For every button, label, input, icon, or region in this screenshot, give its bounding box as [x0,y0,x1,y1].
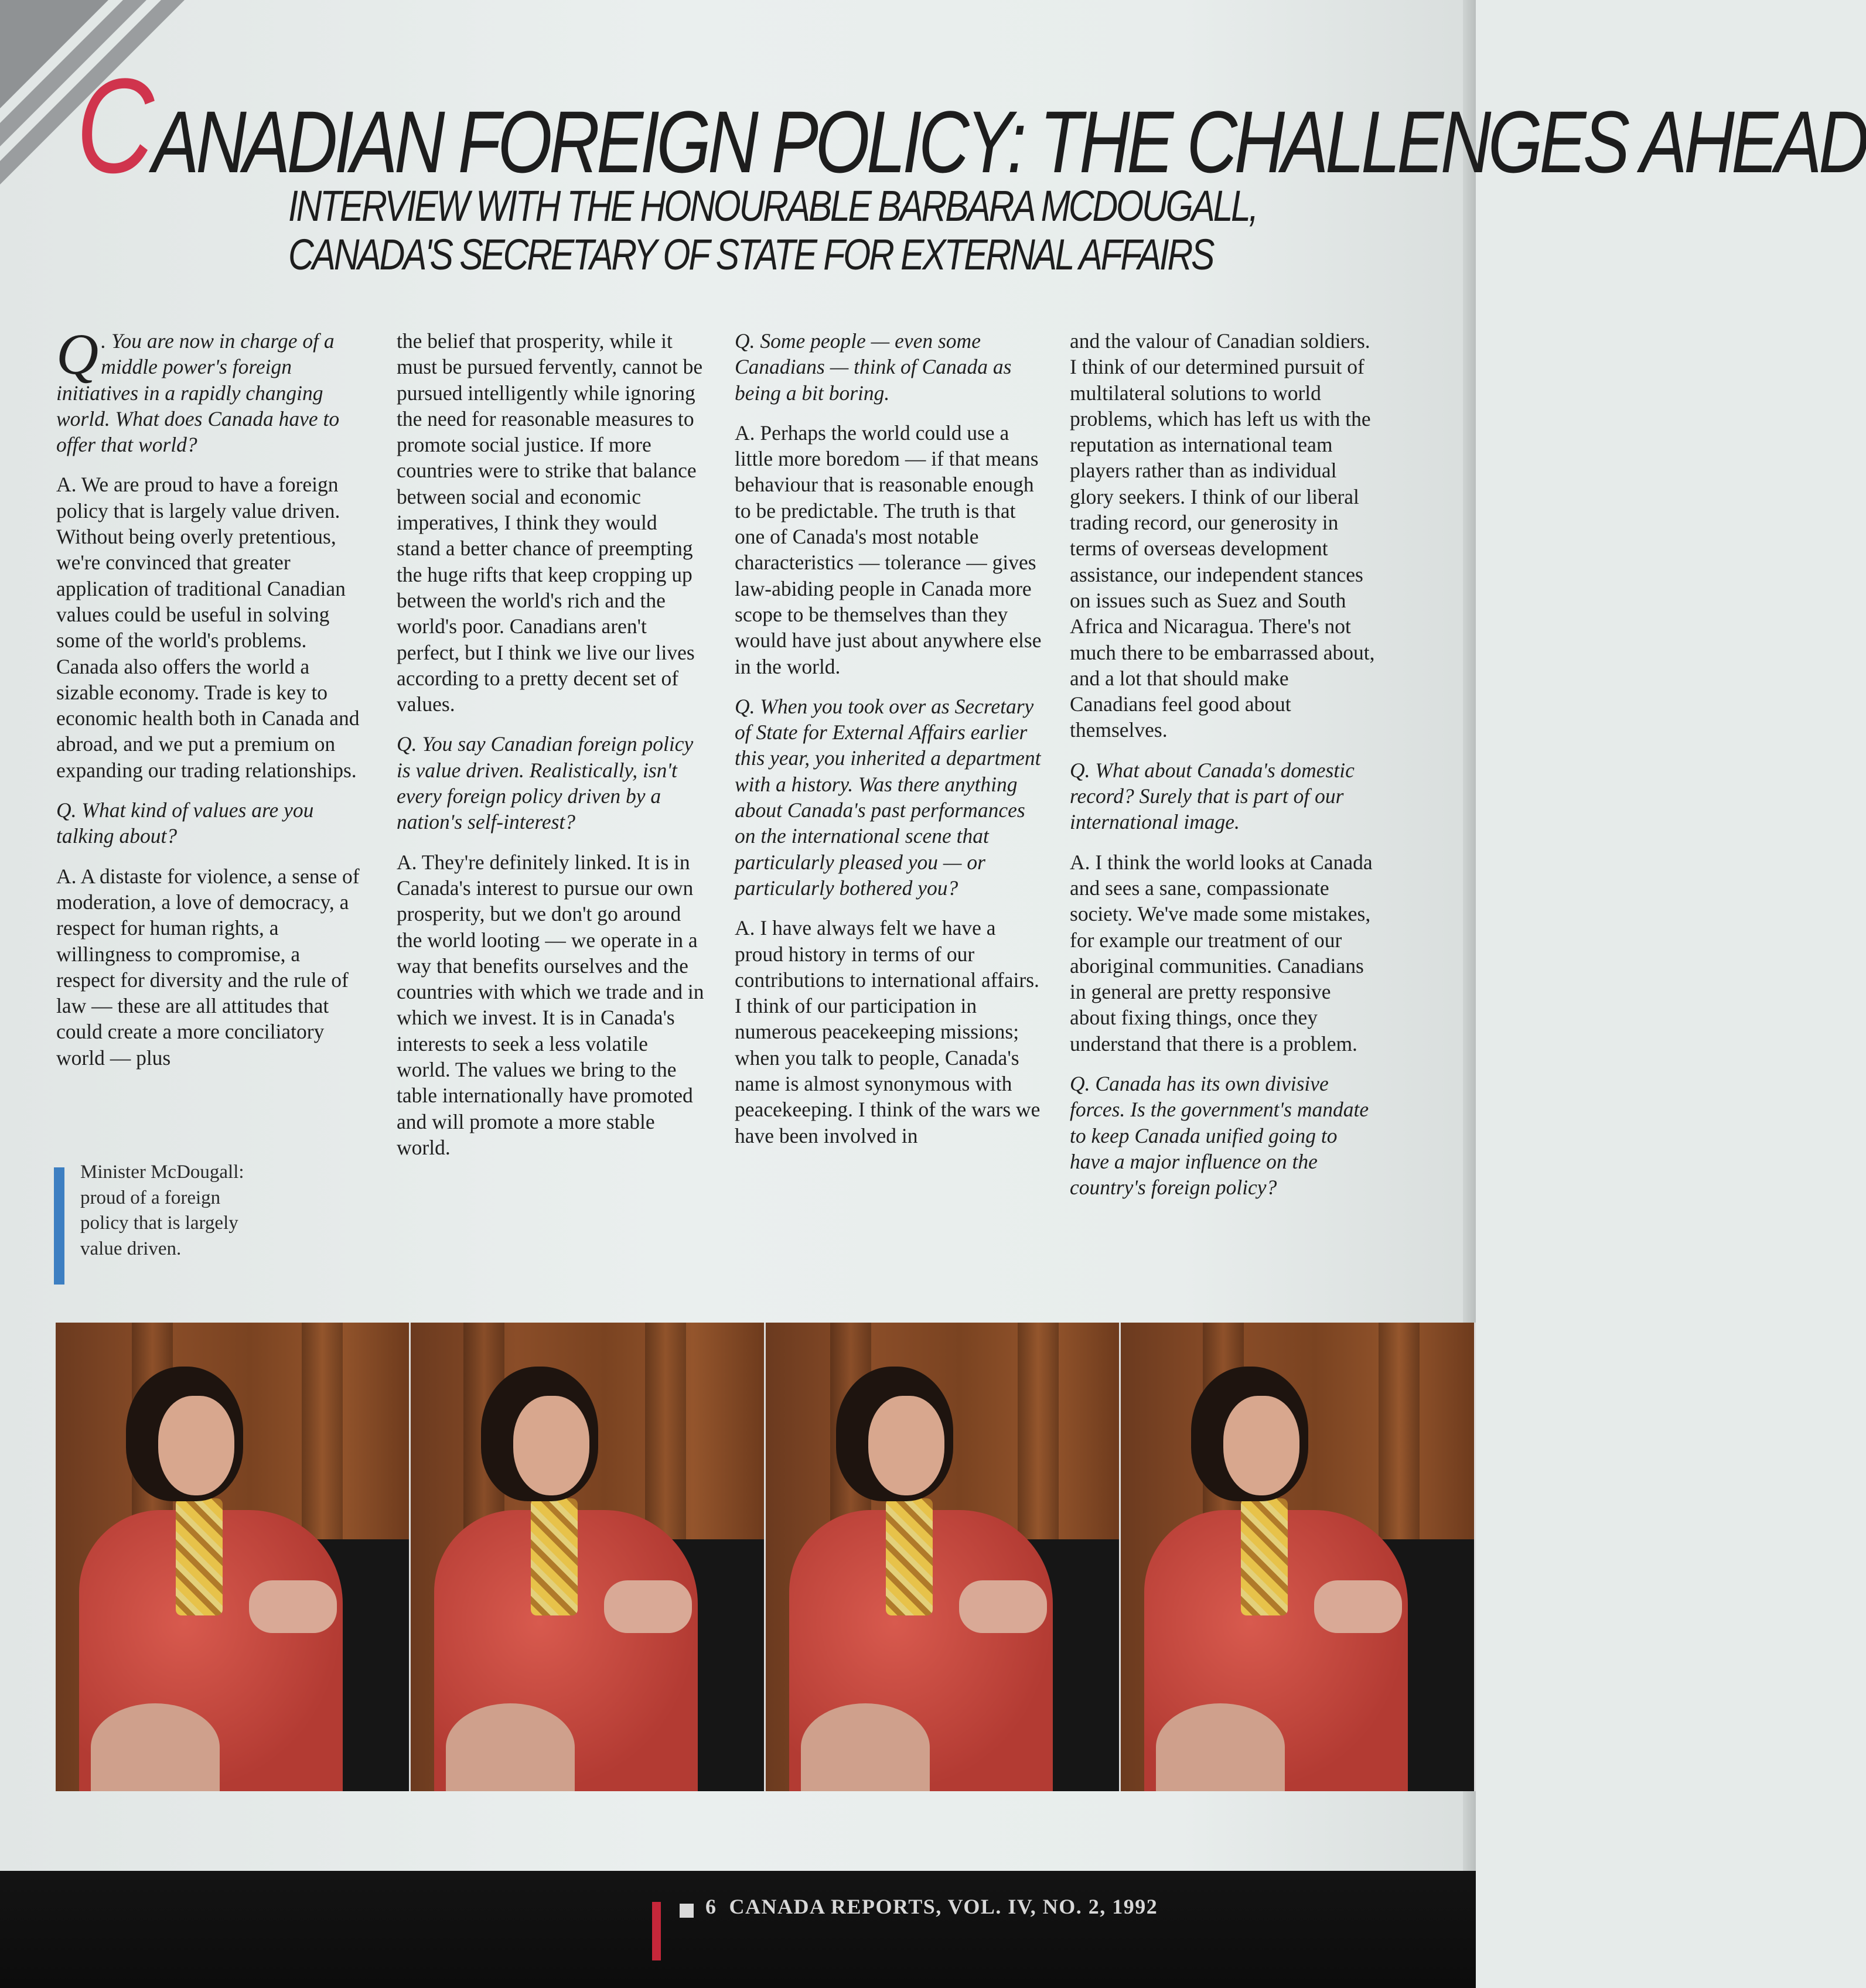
answer-text: Perhaps the world could use a little more boredom — if that means behaviour that is reasonable enough to be predictable. The truth is that one of Canada's most notable characteristics — tolerance — gives law-abiding people in Canada more scope to be themselves than they would have just about anywhere else in the world. [735,421,1042,678]
question-marker: Q. [397,732,417,756]
answer-text: I have always felt we have a proud history in terms of our contributions to international affairs. I think of our participation in numerous peacekeeping missions; when you talk to people, Canada's name is almost synonymous with peacekeeping. I think of the wars we have been involved in [735,916,1041,1147]
article-title [76,50,1866,201]
question-paragraph [735,328,1042,406]
answer-paragraph [735,420,1042,679]
question-marker: Q. [735,694,755,718]
question-marker: Q. [56,798,77,822]
question-text: What about Canada's domestic record? Surely that is part of our international image. [1070,758,1355,834]
answer-text: I think the world looks at Canada and sees a sane, compassionate society. We've made some mistakes, for example our treatment of our aboriginal communities. Canadians in general are pretty responsive about fixing things, once they understand that there is a problem. [1070,850,1373,1056]
hands [1314,1580,1402,1633]
hands [249,1580,337,1633]
answer-paragraph [735,915,1042,1149]
footer-square-icon [680,1904,694,1918]
question-paragraph [1070,757,1377,835]
answer-marker: A. [735,421,755,445]
publication-name: CANADA REPORTS, VOL. IV, NO. 2, 1992 [729,1895,1158,1918]
drop-cap-q: Q [56,322,99,387]
question-paragraph [1070,1071,1377,1200]
question-paragraph [56,322,364,457]
answer-text: A distaste for violence, a sense of moderation, a love of democracy, a respect for human rights, a willingness to compromise, a respect for diversity and the rule of law — these are all attitudes that could create a more conciliatory world — plus [56,864,360,1070]
answer-marker: A. [735,916,755,940]
knee [446,1703,575,1791]
title-initial: C [76,50,152,201]
scarf [176,1498,223,1615]
scarf [531,1498,578,1615]
question-marker: Q. [1070,758,1090,782]
question-paragraph [735,694,1042,901]
face [513,1396,589,1495]
text-column-1 [56,322,364,1085]
photo-frame [766,1323,1121,1791]
answer-continuation: the belief that prosperity, while it must be pursued fervently, cannot be pursued intelligently while ignoring the need for reasonable measures to promote social justice. If more countries were to strike that balance between social and economic imperatives, I think they would stand a better chance of preempting the huge rifts that keep cropping up between the world's rich and the world's poor. Canadians aren't perfect, but I think we live our lives according to a pretty decent set of values. [397,329,703,716]
answer-text: We are proud to have a foreign policy that is largely value driven. Without being overly pretentious, we're convinced that greater application of traditional Canadian values could be useful in solving some of the world's problems. Canada also offers the world a sizable economy. Trade is key to economic health both in Canada and abroad, and we put a premium on expanding our trading relationships. [56,473,360,782]
photo-strip [56,1323,1476,1791]
footer-band [0,1871,1476,1988]
knee [1156,1703,1285,1791]
answer-marker: A. [56,864,77,888]
face [158,1396,234,1495]
answer-paragraph [56,472,364,783]
answer-continuation: and the valour of Canadian soldiers. I think of our determined pursuit of multilateral solutions to world problems, which has left us with the reputation as international team players rather than as individual glory seekers. I think of our liberal trading record, our generosity in terms of overseas development assistance, our independent stances on issues such as Suez and South Africa and Nicaragua. There's not much there to be embarrassed about, and a lot that should make Canadians feel good about themselves. [1070,329,1375,742]
question-text: Canada has its own divisive forces. Is the government's mandate to keep Canada unified going to have a major influence on the country's foreign policy? [1070,1072,1369,1200]
scarf [1241,1498,1288,1615]
photo-frame [56,1323,411,1791]
answer-marker: A. [397,850,417,874]
face [868,1396,944,1495]
article-subtitle-line-1: INTERVIEW WITH THE HONOURABLE BARBARA MCDOUGALL, [288,182,1257,230]
answer-marker: A. [1070,850,1090,874]
text-column-3 [735,328,1042,1163]
knee [91,1703,220,1791]
footer-folio [705,1894,1158,1919]
face [1223,1396,1299,1495]
hands [959,1580,1047,1633]
answer-paragraph [56,863,364,1071]
article-subtitle-line-2: CANADA'S SECRETARY OF STATE FOR EXTERNAL AFFAIRS [288,230,1213,279]
footer-red-marker [652,1902,661,1960]
scarf [886,1498,933,1615]
photo-frame [1121,1323,1476,1791]
text-column-2 [397,328,704,1174]
question-text: . You are now in charge of a middle power's foreign initiatives in a rapidly changing world. What does Canada have to offer that world? [56,329,340,457]
photo-caption: Minister McDougall: proud of a foreign policy that is largely value driven. [80,1162,244,1259]
answer-paragraph [397,849,704,1161]
question-paragraph [56,797,364,849]
photo-frame [411,1323,766,1791]
text-column-4 [1070,328,1377,1215]
hands [604,1580,692,1633]
answer-marker: A. [56,473,77,497]
question-marker: Q. [1070,1072,1090,1096]
question-paragraph [397,731,704,835]
knee [801,1703,930,1791]
question-text: What kind of values are you talking about? [56,798,314,848]
answer-paragraph [1070,849,1377,1057]
question-text: When you took over as Secretary of State for External Affairs earlier this year, you inherited a department with a history. Was there anything about Canada's past performances on the international scene that particularly pleased you — or particularly bothered you? [735,694,1041,900]
answer-text: They're definitely linked. It is in Canada's interest to pursue our own prosperity, but we don't go around the world looting — we operate in a way that benefits ourselves and the countries with which we trade and in which we invest. It is in Canada's interests to seek a less volatile world. The values we bring to the table internationally have promoted and will promote a more stable world. [397,850,704,1159]
title-rest: ANADIAN FOREIGN POLICY: THE CHALLENGES AHEAD [152,93,1866,191]
question-marker: Q. [735,329,755,353]
page-number: 6 [705,1895,717,1918]
question-text: Some people — even some Canadians — think of Canada as being a bit boring. [735,329,1012,405]
caption-accent-bar [54,1167,64,1285]
question-text: You say Canadian foreign policy is value driven. Realistically, isn't every foreign policy driven by a nation's self-interest? [397,732,694,834]
